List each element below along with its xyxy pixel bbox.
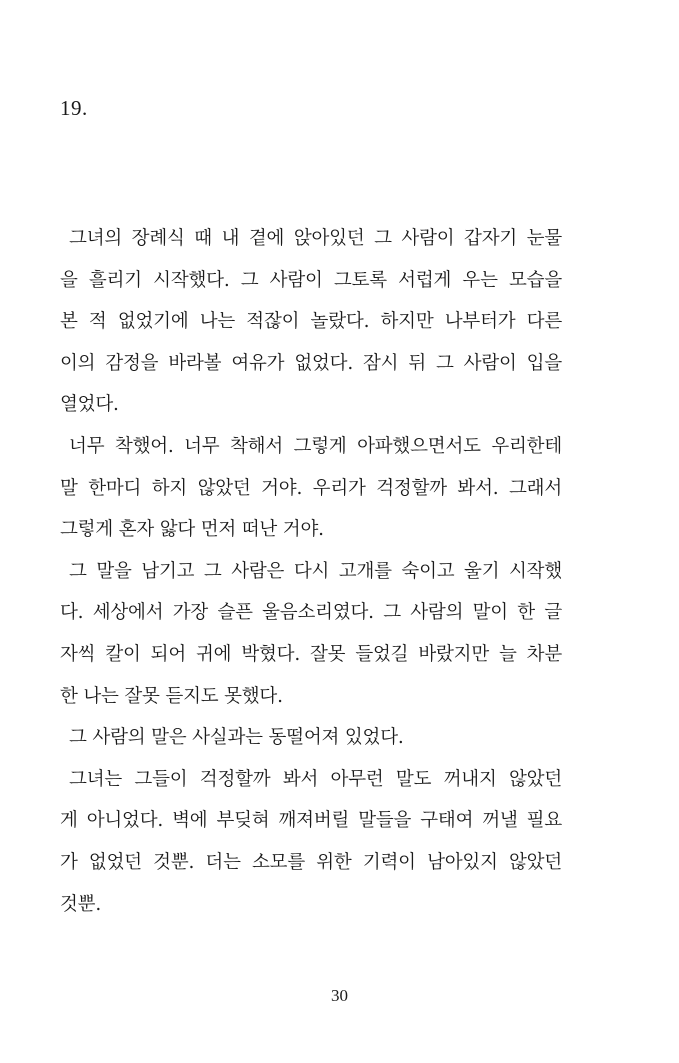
chapter-number: 19.	[60, 96, 88, 120]
text-line: 한 나는 잘못 듣지도 못했다.	[60, 685, 283, 707]
text-line: 자씩 칼이 되어 귀에 박혔다. 잘못 들었길 바랐지만 늘 차분	[60, 643, 562, 665]
text-line: 본 적 없었기에 나는 적잖이 놀랐다. 하지만 나부터가 다른	[60, 311, 562, 333]
text-line: 말 한마디 하지 않았던 거야. 우리가 걱정할까 봐서. 그래서	[60, 477, 562, 499]
text-line: 게 아니었다. 벽에 부딪혀 깨져버릴 말들을 구태여 꺼낼 필요	[60, 810, 562, 832]
body-text	[60, 218, 562, 925]
page-number: 30	[331, 986, 348, 1005]
text-line: 이의 감정을 바라볼 여유가 없었다. 잠시 뒤 그 사람이 입을	[60, 352, 562, 374]
text-line: 가 없었던 것뿐. 더는 소모를 위한 기력이 남아있지 않았던	[60, 851, 562, 873]
text-line: 그녀는 그들이 걱정할까 봐서 아무런 말도 꺼내지 않았던	[60, 768, 562, 790]
text-line: 그녀의 장례식 때 내 곁에 앉아있던 그 사람이 갑자기 눈물	[60, 228, 562, 249]
text-line: 너무 착했어. 너무 착해서 그렇게 아파했으면서도 우리한테	[60, 435, 562, 457]
text-line: 것뿐.	[60, 893, 102, 915]
text-line: 그 사람의 말은 사실과는 동떨어져 있었다.	[60, 727, 404, 749]
text-line: 그 말을 남기고 그 사람은 다시 고개를 숙이고 울기 시작했	[60, 560, 562, 582]
text-line: 그렇게 혼자 앓다 먼저 떠난 거야.	[60, 519, 324, 541]
text-line: 다. 세상에서 가장 슬픈 울음소리였다. 그 사람의 말이 한 글	[60, 602, 562, 624]
text-line: 열었다.	[60, 394, 119, 416]
text-line: 을 흘리기 시작했다. 그 사람이 그토록 서럽게 우는 모습을	[60, 269, 562, 291]
